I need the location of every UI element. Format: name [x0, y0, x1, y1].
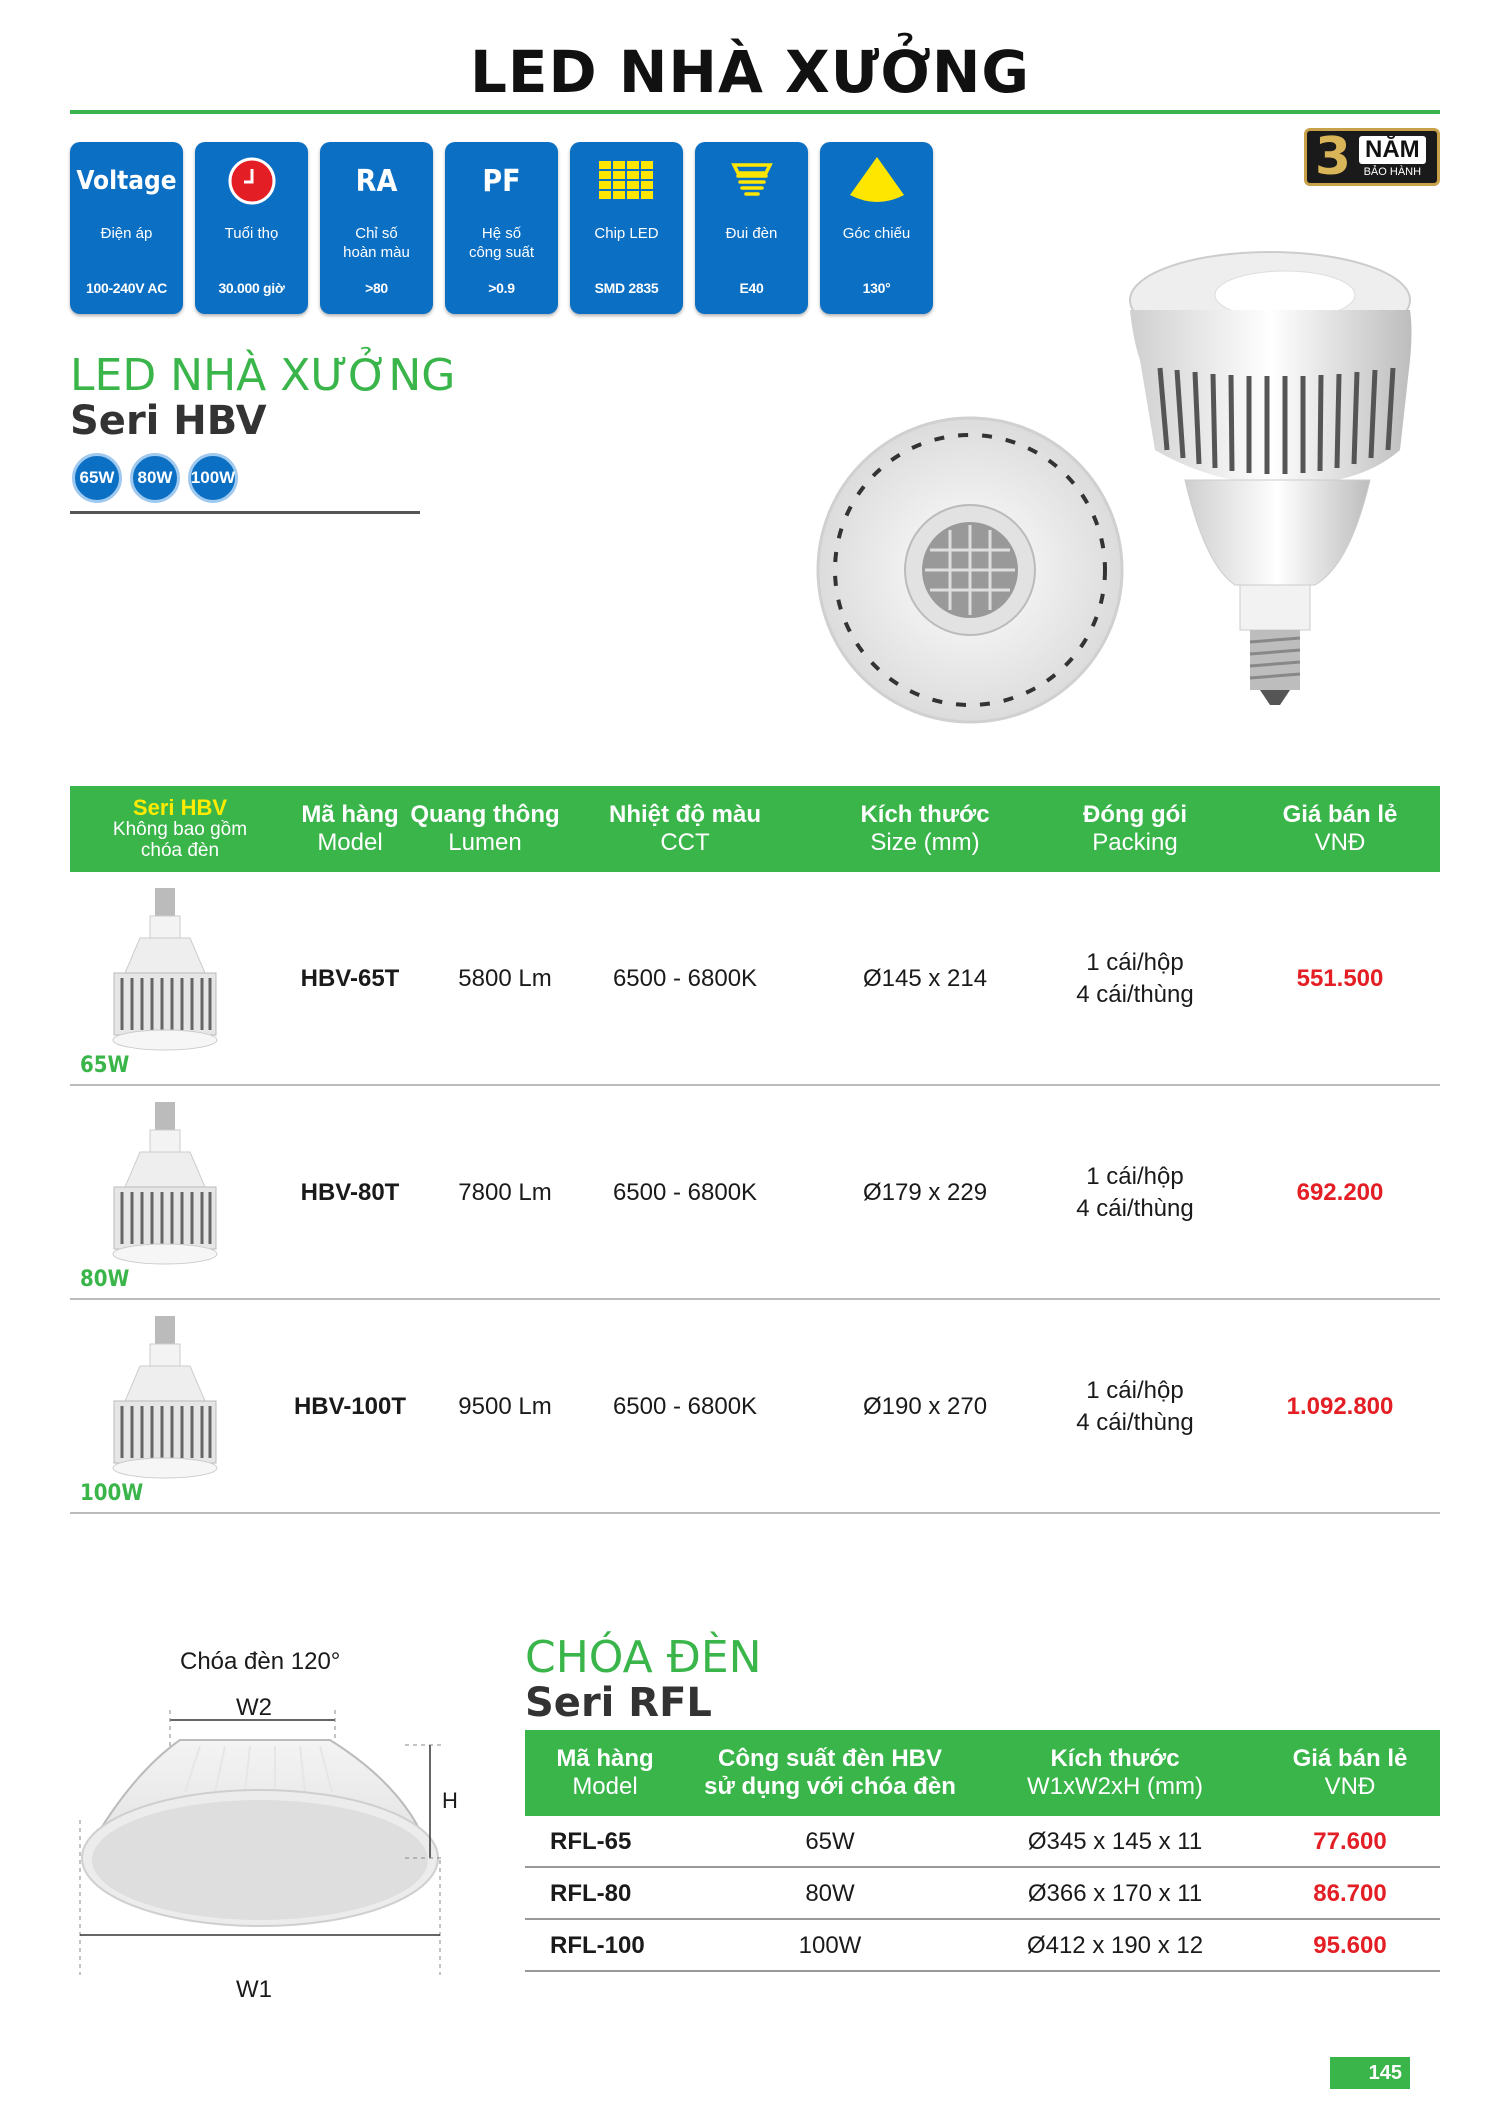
spec-label: Chỉ số hoàn màu	[343, 225, 410, 261]
cell-price: 77.600	[1313, 1828, 1387, 1855]
table-row	[70, 1086, 1440, 1300]
product-thumbnail	[100, 888, 230, 1058]
header-sub: Lumen	[448, 829, 522, 856]
spec-value: 130°	[862, 280, 891, 296]
header-main: sử dụng với chóa đèn	[704, 1773, 956, 1800]
header-main: Mã hàng	[556, 1745, 654, 1772]
col-size	[1005, 1730, 1225, 1816]
spec-cri	[320, 142, 433, 314]
dim-h: H	[442, 1788, 458, 1813]
cell-power: 100W	[798, 1932, 862, 1959]
header-main: Giá bán lẻ	[1292, 1745, 1408, 1772]
product-table-header	[70, 786, 1440, 872]
cell-model: HBV-80T	[300, 1179, 400, 1206]
cell-size: Ø345 x 145 x 11	[1027, 1828, 1203, 1855]
spec-tiles	[70, 142, 933, 314]
header-main: Quang thông	[410, 801, 560, 828]
cell-model: RFL-80	[550, 1880, 632, 1907]
cell-price: 86.700	[1313, 1880, 1387, 1907]
cell-size: Ø366 x 170 x 11	[1027, 1880, 1203, 1907]
divider	[70, 511, 420, 514]
watt-badges	[72, 453, 238, 503]
cell-lumen: 9500 Lm	[458, 1393, 552, 1420]
product-thumbnail	[100, 1102, 230, 1272]
cell-lumen: 5800 Lm	[458, 965, 552, 992]
reflector-series: Seri RFL	[525, 1680, 712, 1726]
clock-icon	[228, 142, 276, 220]
header-sub: Packing	[1092, 829, 1178, 856]
spec-value: >0.9	[488, 280, 515, 296]
page-number: 145	[1330, 2057, 1410, 2089]
cell-packing: 1 cái/hộp 4 cái/thùng	[1076, 1163, 1194, 1222]
spec-label: Hệ số công suất	[468, 225, 535, 261]
col-lumen	[410, 786, 560, 872]
header-main: Mã hàng	[301, 801, 399, 828]
cell-size: Ø412 x 190 x 12	[1026, 1932, 1204, 1959]
spec-power-factor	[445, 142, 558, 314]
product-watt: 65W	[80, 1053, 130, 1078]
col-cct	[590, 786, 780, 872]
header-main: Kích thước	[860, 801, 990, 828]
page-title: LED NHÀ XƯỞNG	[469, 38, 1031, 106]
cell-lumen: 7800 Lm	[458, 1179, 552, 1206]
spec-value: 100-240V AC	[85, 280, 167, 296]
pf-icon: PF	[482, 163, 521, 199]
cell-price: 692.200	[1296, 1179, 1384, 1206]
product-thumbnail	[100, 1316, 230, 1486]
cell-model: RFL-65	[550, 1828, 632, 1855]
spec-label: Tuổi thọ	[224, 225, 279, 242]
beam-angle-icon	[847, 142, 907, 220]
header-main: Kích thước	[1050, 1745, 1180, 1772]
section-series: Seri HBV	[70, 398, 267, 444]
col-packing	[1035, 786, 1235, 872]
header-main: Công suất đèn HBV	[717, 1745, 942, 1772]
dim-w1: W1	[236, 1976, 272, 2003]
header-main: Giá bán lẻ	[1282, 801, 1398, 828]
watt-badge: 65W	[72, 453, 122, 503]
spec-voltage	[70, 142, 183, 314]
dim-w2: W2	[236, 1694, 272, 1721]
chip-grid-icon	[599, 142, 655, 220]
header-sub: Size (mm)	[870, 829, 980, 856]
header-series-title: Seri HBV	[132, 795, 228, 820]
section-title: LED NHÀ XƯỞNG	[70, 350, 456, 401]
col-size	[825, 786, 1025, 872]
header-series-note: Không bao gồm chóa đèn	[112, 819, 248, 861]
warranty-unit: NĂM	[1359, 136, 1426, 164]
reflector-table-header	[525, 1730, 1440, 1816]
spec-value: 30.000 giờ	[218, 280, 285, 296]
col-series	[70, 786, 290, 872]
cell-size: Ø190 x 270	[862, 1393, 988, 1420]
col-price	[1250, 786, 1430, 872]
spec-value: E40	[739, 280, 764, 296]
reflector-title: CHÓA ĐÈN	[525, 1632, 762, 1683]
title-rule	[70, 110, 1440, 114]
spec-label: Góc chiếu	[842, 225, 911, 242]
cell-price: 551.500	[1296, 965, 1384, 992]
cell-size: Ø145 x 214	[862, 965, 988, 992]
cell-packing: 1 cái/hộp 4 cái/thùng	[1076, 949, 1194, 1008]
cell-power: 80W	[805, 1880, 855, 1907]
spec-socket	[695, 142, 808, 314]
product-watt: 80W	[80, 1267, 130, 1292]
cell-packing: 1 cái/hộp 4 cái/thùng	[1076, 1377, 1194, 1436]
cell-model: HBV-100T	[293, 1393, 407, 1420]
cell-model: HBV-65T	[300, 965, 400, 992]
socket-icon	[730, 142, 774, 220]
cell-cct: 6500 - 6800K	[612, 1393, 758, 1420]
header-main: Nhiệt độ màu	[608, 801, 761, 828]
watt-badge: 100W	[188, 453, 238, 503]
spec-lifetime	[195, 142, 308, 314]
reflector-caption: Chóa đèn 120°	[180, 1648, 341, 1675]
warranty-badge	[1304, 128, 1440, 186]
cell-size: Ø179 x 229	[862, 1179, 988, 1206]
col-model	[290, 786, 410, 872]
product-watt: 100W	[80, 1481, 144, 1506]
header-sub: CCT	[660, 829, 710, 856]
highbay-lamp-image	[815, 250, 1415, 750]
cell-price: 95.600	[1313, 1932, 1387, 1959]
cell-model: RFL-100	[550, 1932, 645, 1959]
table-row	[525, 1868, 1440, 1920]
table-row	[525, 1920, 1440, 1972]
spec-label: Đui đèn	[725, 225, 778, 242]
watt-badge: 80W	[130, 453, 180, 503]
header-sub: VNĐ	[1314, 829, 1366, 856]
voltage-icon: Voltage	[76, 166, 177, 196]
table-row	[525, 1816, 1440, 1868]
table-row	[70, 872, 1440, 1086]
header-sub: VNĐ	[1324, 1773, 1376, 1800]
header-sub: W1xW2xH (mm)	[1027, 1773, 1203, 1800]
header-sub: Model	[572, 1773, 638, 1800]
spec-value: >80	[365, 280, 388, 296]
cell-cct: 6500 - 6800K	[612, 965, 758, 992]
warranty-caption: BẢO HÀNH	[1363, 166, 1422, 178]
table-row	[70, 1300, 1440, 1514]
cell-cct: 6500 - 6800K	[612, 1179, 758, 1206]
ra-icon: RA	[355, 163, 398, 199]
spec-label: Chip LED	[594, 225, 659, 242]
reflector-diagram	[70, 1680, 470, 2010]
warranty-years: 3	[1314, 127, 1352, 187]
cell-price: 1.092.800	[1286, 1393, 1394, 1420]
col-power	[685, 1730, 975, 1816]
header-main: Đóng gói	[1083, 801, 1187, 828]
cell-power: 65W	[805, 1828, 855, 1855]
spec-label: Điện áp	[100, 225, 153, 242]
spec-chip	[570, 142, 683, 314]
col-model	[525, 1730, 685, 1816]
header-sub: Model	[317, 829, 383, 856]
col-price	[1265, 1730, 1435, 1816]
spec-value: SMD 2835	[594, 280, 659, 296]
